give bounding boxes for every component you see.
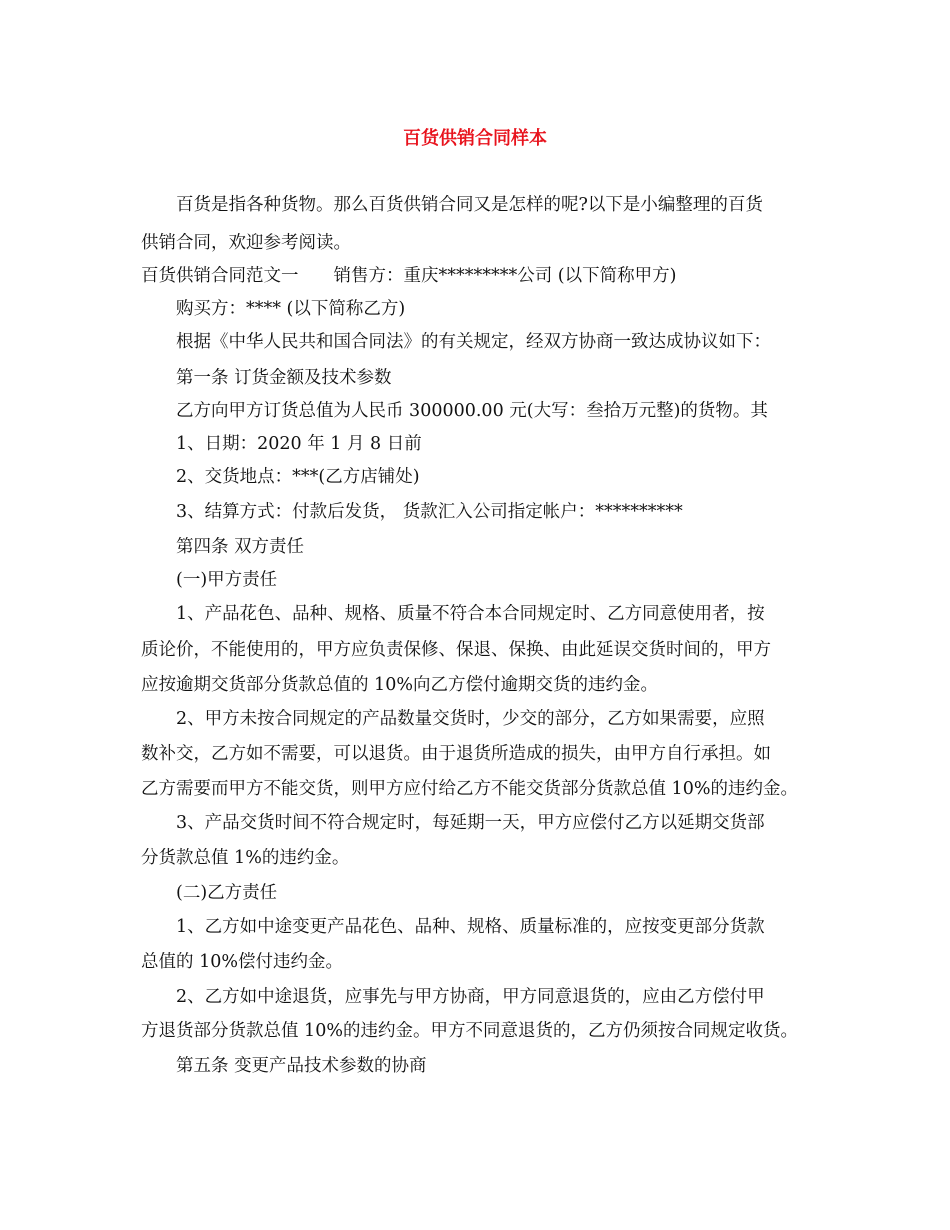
paragraph-line: 应按逾期交货部分货款总值的 10%向乙方偿付逾期交货的违约金。 — [141, 675, 658, 695]
list-item: 2、交货地点：***(乙方店铺处) — [176, 467, 420, 487]
paragraph-line: 1、乙方如中途变更产品花色、品种、规格、质量标准的，应按变更部分货款 — [176, 917, 765, 937]
paragraph-line: 质论价，不能使用的，甲方应负责保修、保退、保换、由此延误交货时间的，甲方 — [141, 640, 771, 660]
paragraph-line: 分货款总值 1%的违约金。 — [141, 848, 350, 868]
paragraph-line: 购买方：**** (以下简称乙方) — [176, 299, 406, 319]
paragraph-line: 2、甲方未按合同规定的产品数量交货时，少交的部分，乙方如果需要，应照 — [176, 709, 765, 729]
document-title: 百货供销合同样本 — [403, 128, 547, 149]
section-heading: 第四条 双方责任 — [176, 537, 305, 557]
subsection-heading: (一)甲方责任 — [176, 570, 278, 590]
paragraph-line: 根据《中华人民共和国合同法》的有关规定，经双方协商一致达成协议如下： — [176, 332, 771, 352]
paragraph-line: 2、乙方如中途退货，应事先与甲方协商，甲方同意退货的，应由乙方偿付甲 — [176, 987, 765, 1007]
list-item: 1、日期：2020 年 1 月 8 日前 — [176, 434, 422, 454]
list-item: 3、结算方式：付款后发货， 货款汇入公司指定帐户：********** — [176, 502, 683, 522]
paragraph-line: 1、产品花色、品种、规格、质量不符合本合同规定时、乙方同意使用者，按 — [176, 604, 765, 624]
section-heading: 第一条 订货金额及技术参数 — [176, 368, 392, 388]
paragraph-line: 3、产品交货时间不符合规定时，每延期一天，甲方应偿付乙方以延期交货部 — [176, 813, 765, 833]
paragraph-line: 总值的 10%偿付违约金。 — [141, 952, 343, 972]
paragraph-line: 方退货部分货款总值 10%的违约金。甲方不同意退货的，乙方仍须按合同规定收货。 — [141, 1021, 798, 1041]
section-heading: 第五条 变更产品技术参数的协商 — [176, 1056, 427, 1076]
paragraph-line: 乙方向甲方订货总值为人民币 300000.00 元(大写：叁拾万元整)的货物。其 — [176, 401, 768, 421]
paragraph-line: 供销合同，欢迎参考阅读。 — [141, 233, 351, 253]
paragraph-line: 数补交，乙方如不需要，可以退货。由于退货所造成的损失，由甲方自行承担。如 — [141, 744, 771, 764]
paragraph-line: 百货供销合同范文一 销售方：重庆*********公司 (以下简称甲方) — [141, 266, 677, 286]
paragraph-line: 乙方需要而甲方不能交货，则甲方应付给乙方不能交货部分货款总值 10%的违约金。 — [141, 779, 798, 799]
subsection-heading: (二)乙方责任 — [176, 883, 278, 903]
paragraph-line: 百货是指各种货物。那么百货供销合同又是怎样的呢?以下是小编整理的百货 — [176, 195, 763, 215]
